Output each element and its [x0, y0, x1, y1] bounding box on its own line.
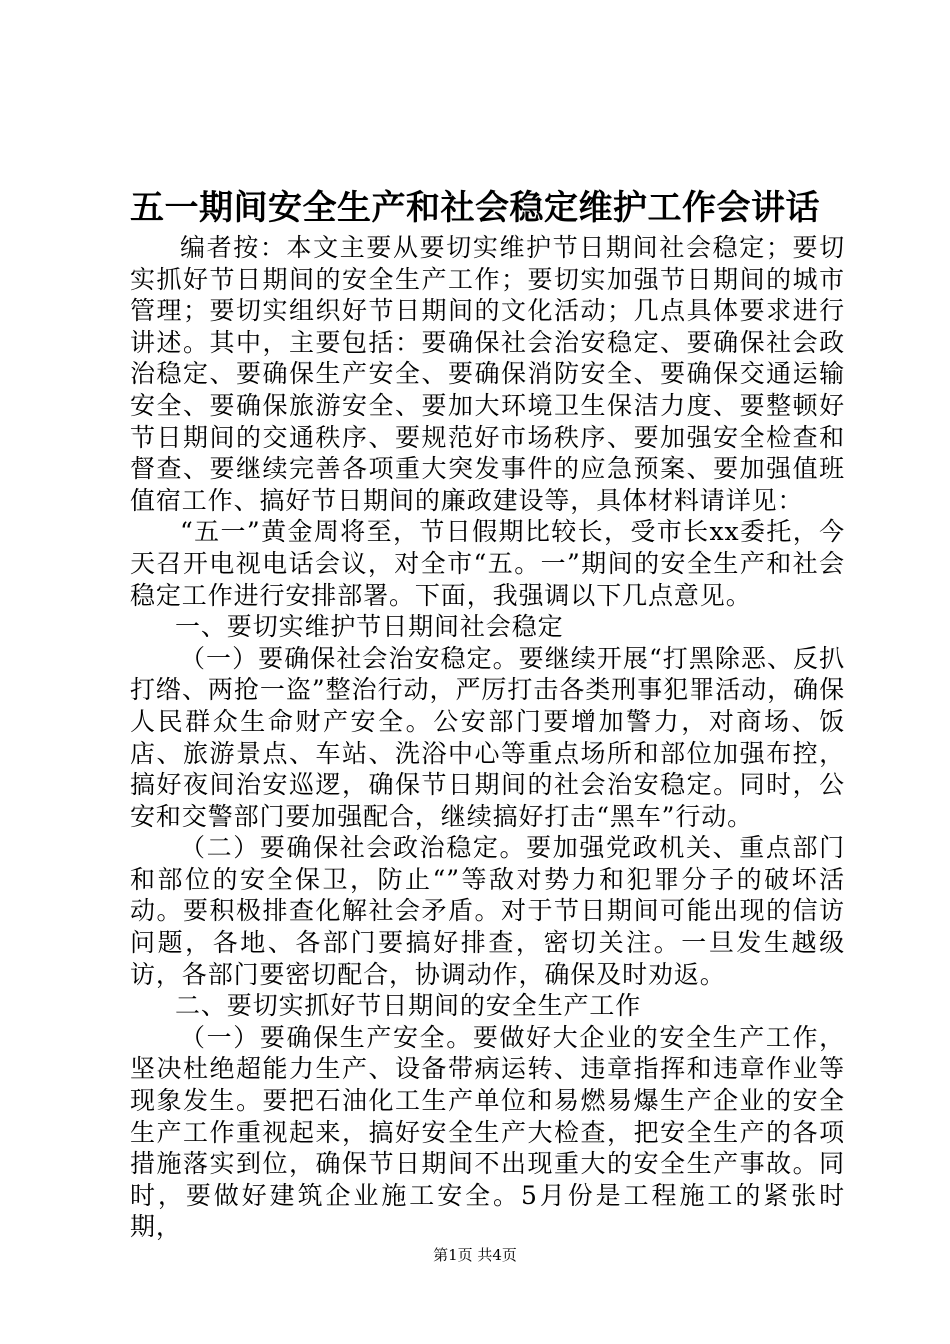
paragraph-intro: “五一”黄金周将至，节日假期比较长，受市长xx委托，今天召开电视电话会议，对全市“五。一”期间的安全生产和社会稳定工作进行安排部署。下面，我强调以下几点意见。 [130, 517, 845, 610]
paragraph-editor-note: 编者按：本文主要从要切实维护节日期间社会稳定；要切实抓好节日期间的安全生产工作；要切实加强节日期间的城市管理；要切实组织好节日期间的文化活动；几点具体要求进行讲述。其中，主要包括：要确保社会治安稳定、要确保社会政治稳定、要确保生产安全、要确保消防安全、要确保交通运输安全、要确保旅游安全、要加大环境卫生保洁力度、要整顿好节日期间的交通秩序、要规范好市场秩序、要加强安全检查和督查、要继续完善各项重大突发事件的应急预案、要加强值班值宿工作、搞好节日期间的廉政建设等，具体材料请详见： [130, 233, 845, 515]
paragraph-2-1: （一）要确保生产安全。要做好大企业的安全生产工作，坚决杜绝超能力生产、设备带病运转、违章指挥和违章作业等现象发生。要把石油化工生产单位和易燃易爆生产企业的安全生产工作重视起来，搞好安全生产大检查，把安全生产的各项措施落实到位，确保节日期间不出现重大的安全生产事故。同时，要做好建筑企业施工安全。5月份是工程施工的紧张时期， [130, 1022, 845, 1242]
document-body [130, 232, 845, 1243]
paragraph-1-1: （一）要确保社会治安稳定。要继续开展“打黑除恶、反扒打绺、两抢一盗”整治行动，严厉打击各类刑事犯罪活动，确保人民群众生命财产安全。公安部门要增加警力，对商场、饭店、旅游景点、车站、洗浴中心等重点场所和部位加强布控，搞好夜间治安巡逻，确保节日期间的社会治安稳定。同时，公安和交警部门要加强配合，继续搞好打击“黑车”行动。 [130, 643, 845, 831]
page-footer: 第1页 共4页 [433, 1246, 517, 1264]
document-title: 五一期间安全生产和社会稳定维护工作会讲话 [130, 188, 820, 228]
section-heading-2: 二、要切实抓好节日期间的安全生产工作 [175, 991, 642, 1021]
section-heading-1: 一、要切实维护节日期间社会稳定 [175, 612, 564, 642]
paragraph-1-2: （二）要确保社会政治稳定。要加强党政机关、重点部门和部位的安全保卫，防止“”等敌对势力和犯罪分子的破坏活动。要积极排查化解社会矛盾。对于节日期间可能出现的信访问题，各地、各部门要搞好排查，密切关注。一旦发生越级访，各部门要密切配合，协调动作，确保及时劝返。 [130, 833, 845, 989]
